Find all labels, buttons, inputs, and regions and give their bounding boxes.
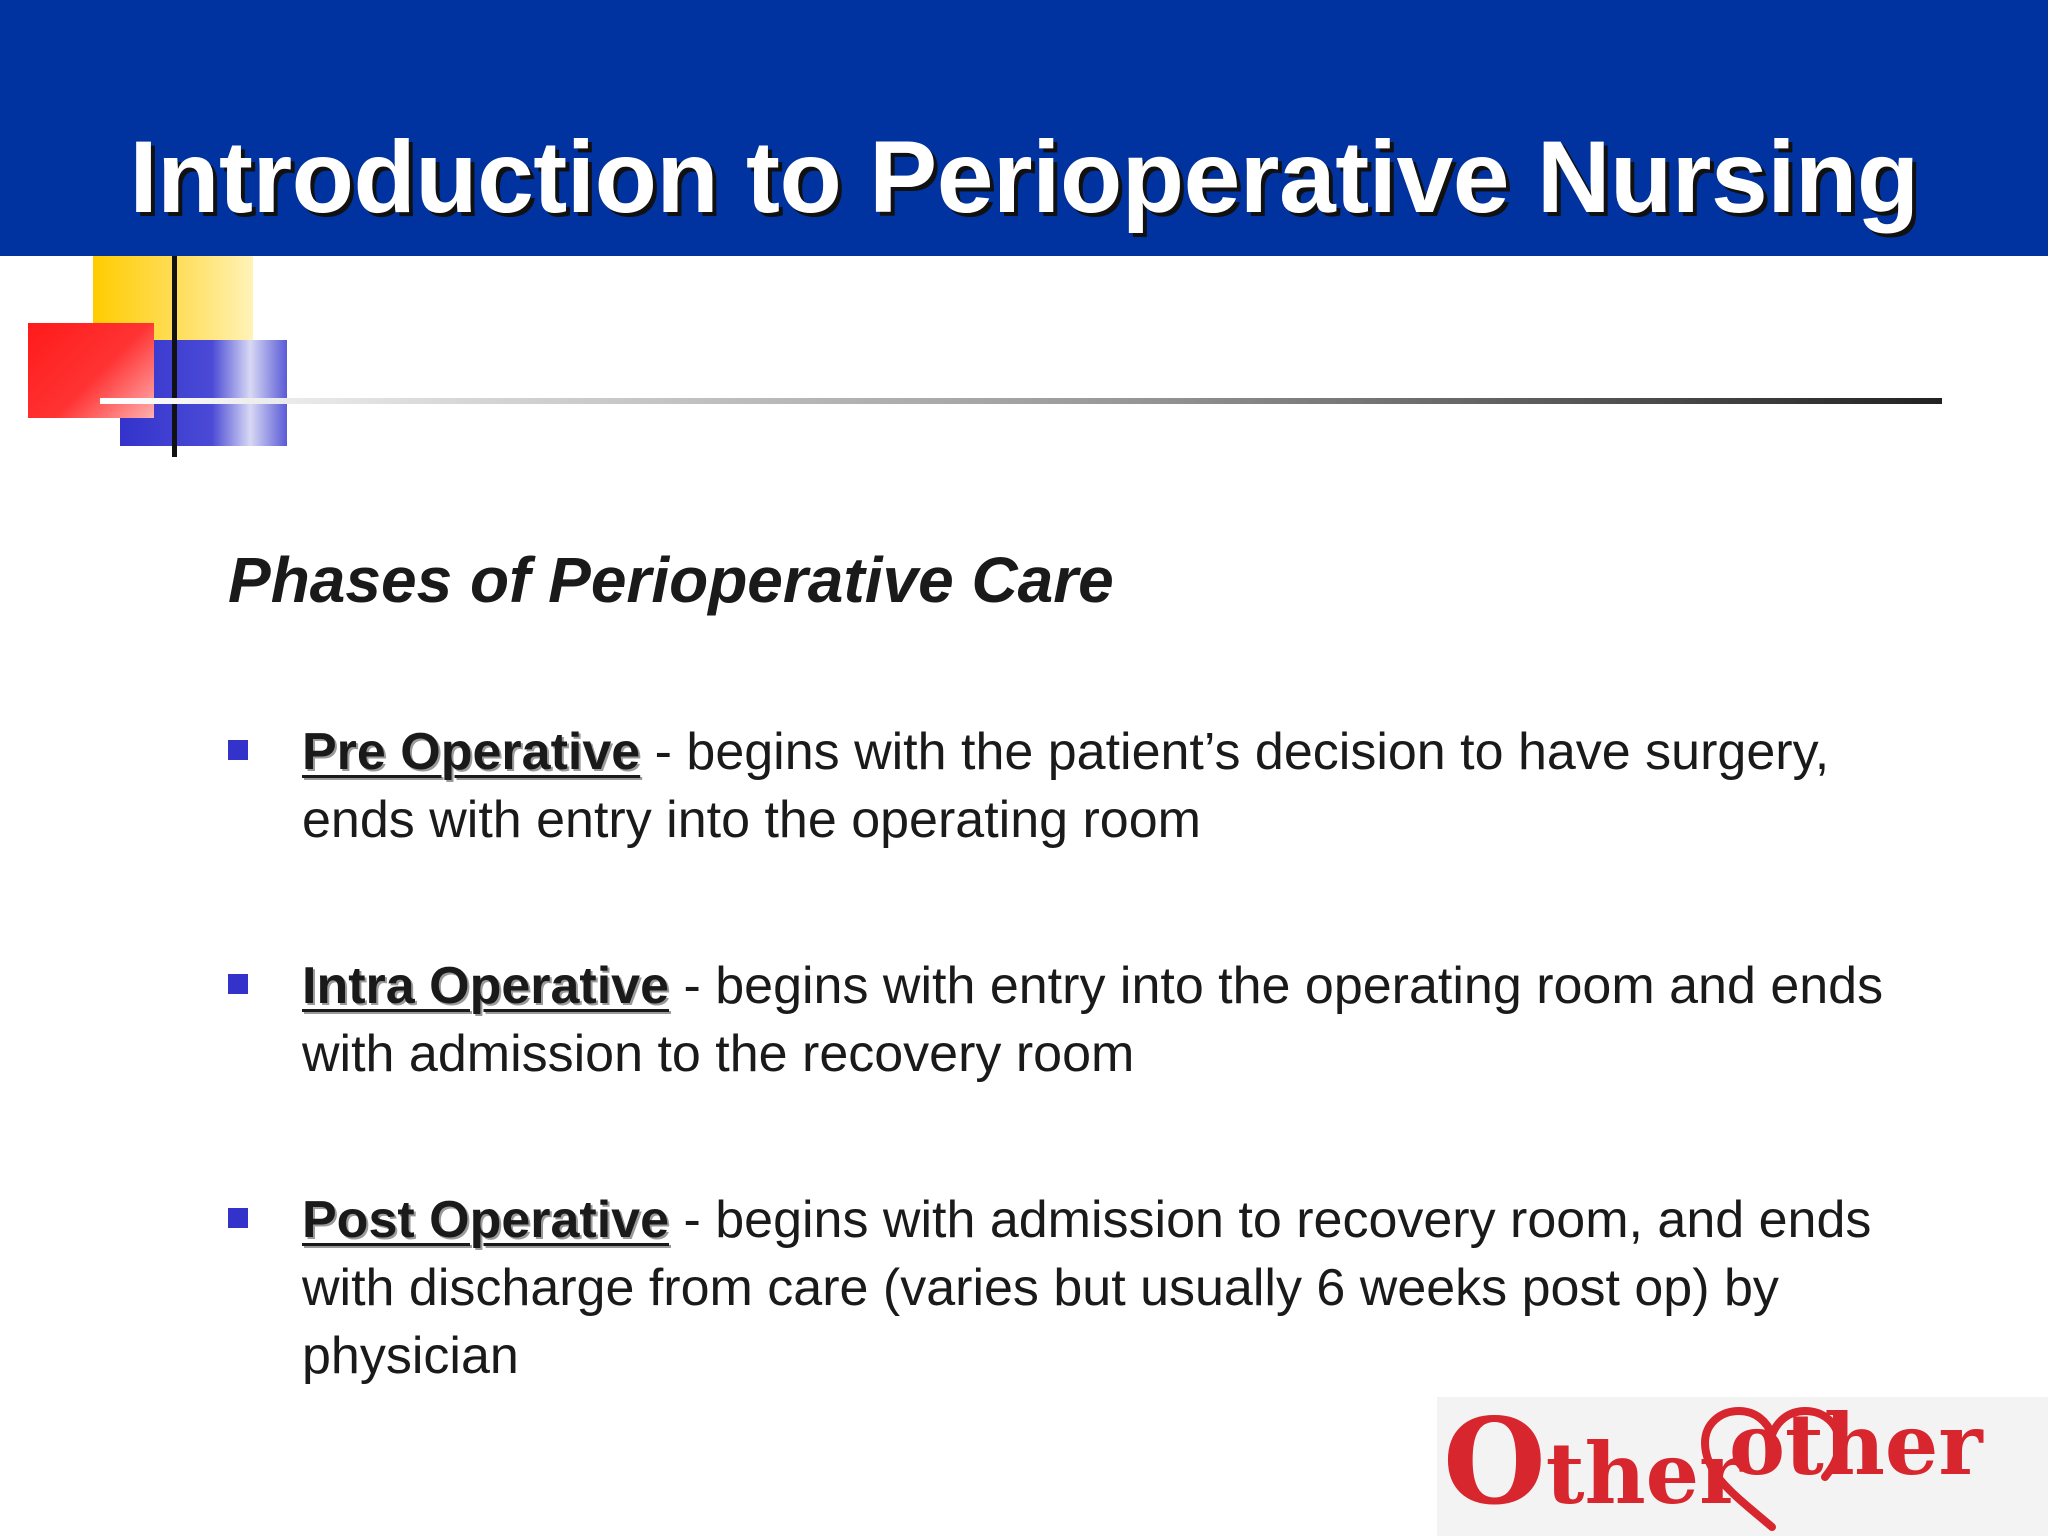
section-subtitle: Phases of Perioperative Care (228, 544, 1114, 616)
phase-description: - begins with the patient’s decision to have surgery, ends with entry into the operating room (302, 723, 1830, 849)
list-item (228, 1186, 1928, 1390)
logo-right-word (1729, 1395, 1983, 1494)
phase-description: - begins with entry into the operating room and ends with admission to the recovery room (302, 957, 1884, 1083)
square-bullet-icon (228, 1208, 248, 1228)
logo-right-rest: other (1729, 1395, 1983, 1494)
square-bullet-icon (228, 740, 248, 760)
logo-left-capital: O (1443, 1392, 1546, 1531)
list-item (228, 952, 1928, 1088)
phase-list (228, 718, 1928, 1488)
other-mother-logo (1437, 1392, 2048, 1536)
horizontal-rule (100, 398, 1942, 404)
list-item (228, 718, 1928, 854)
phase-description: - begins with admission to recovery room, and ends with discharge from care (varies but usually 6 weeks post op) by physician (302, 1191, 1872, 1385)
phase-term: Intra Operative (302, 957, 670, 1015)
logo-left-rest: ther (1545, 1424, 1744, 1523)
square-bullet-icon (228, 974, 248, 994)
phase-term: Post Operative (302, 1191, 670, 1249)
slide-title: Introduction to Perioperative Nursing (129, 120, 1919, 234)
phase-term: Pre Operative (302, 723, 641, 781)
vertical-accent-line (172, 256, 177, 457)
